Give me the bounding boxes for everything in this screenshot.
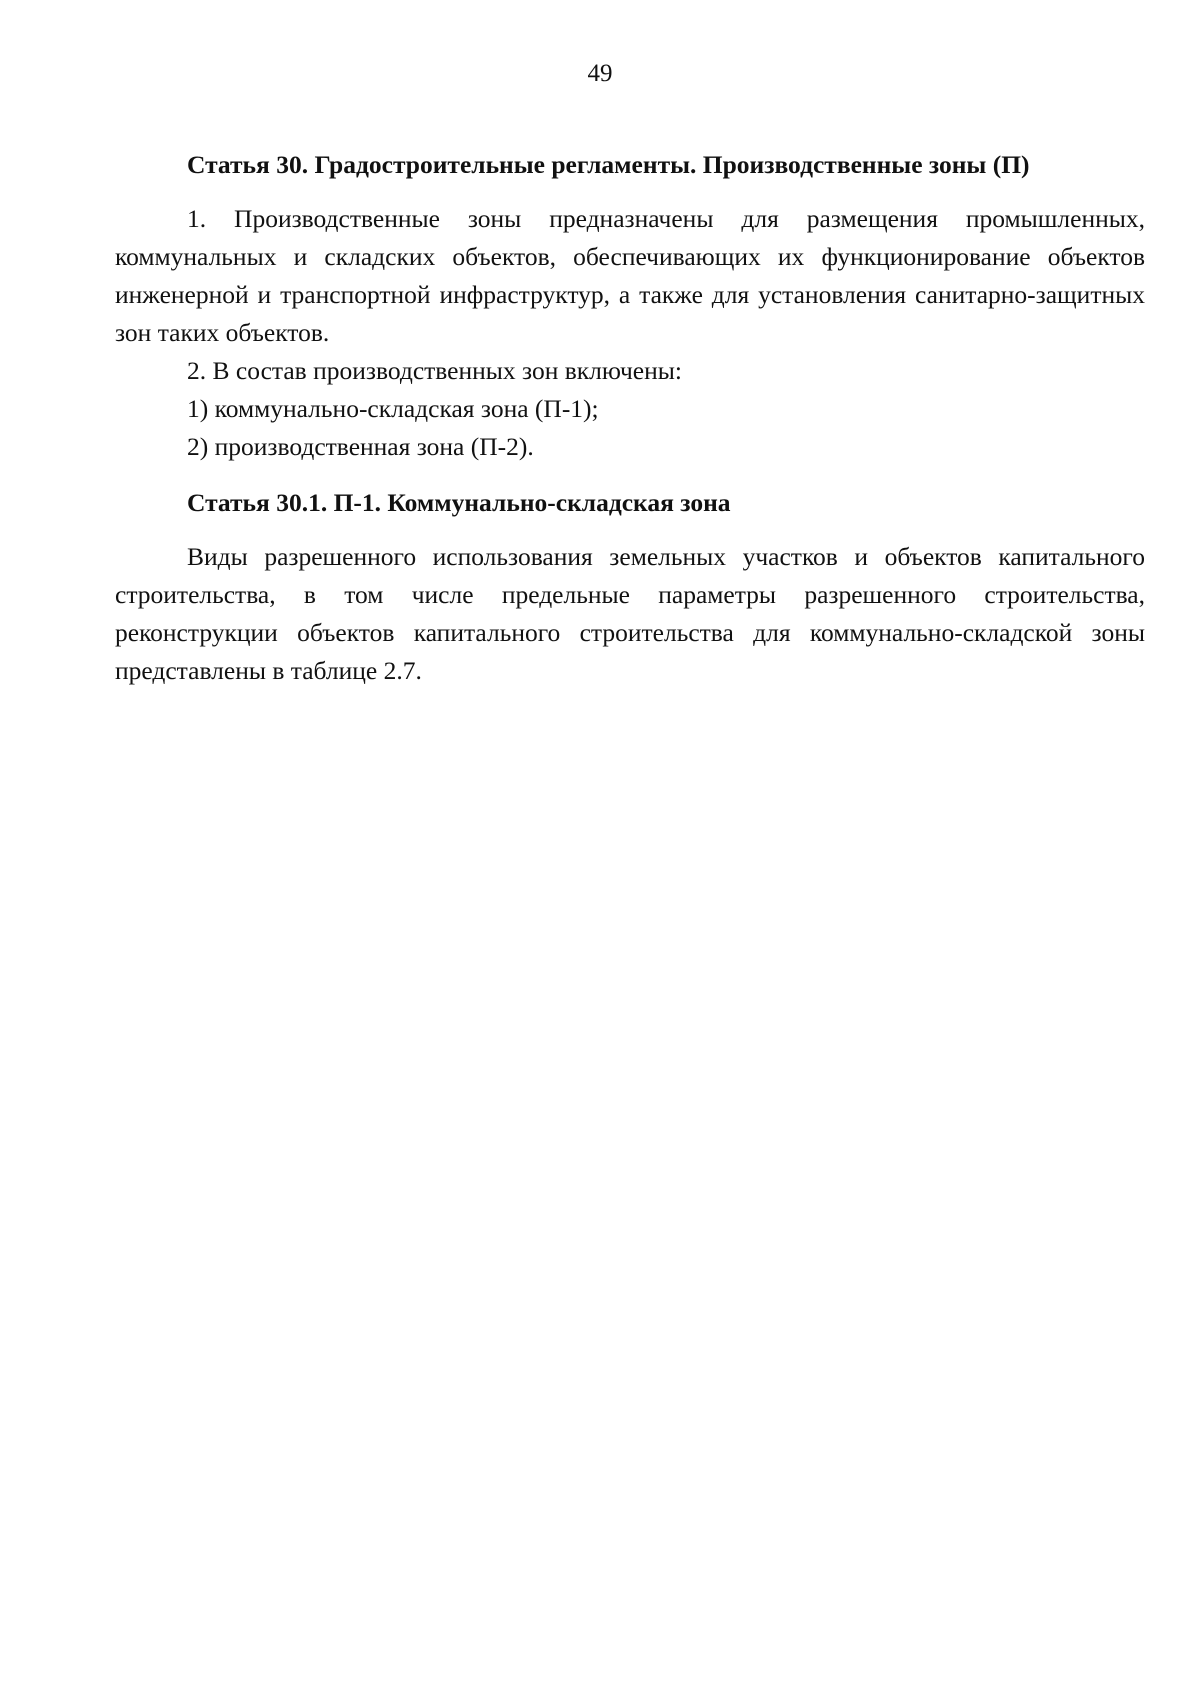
article-30-list-item-1: 1) коммунально-складская зона (П-1);	[187, 394, 599, 423]
article-30-paragraph-1: 1. Производственные зоны предназначены для размещения промышленных, коммунальных и складских объектов, обеспечивающих их функционирование объектов инженерной и транспортной инфраструктур, а также для установления санитарно-защитных зон таких объектов.	[115, 204, 1145, 347]
article-30-1-paragraph: Виды разрешенного использования земельных участков и объектов капитального строительства, в том числе предельные параметры разрешенного строительства, реконструкции объектов капитального строительства для коммунально-складской зоны представлены в таблице 2.7.	[115, 542, 1145, 685]
article-30-1-heading: Статья 30.1. П-1. Коммунально-складская зона	[187, 488, 731, 517]
article-30-list-item-2: 2) производственная зона (П-2).	[187, 432, 534, 461]
article-30-paragraph-2: 2. В состав производственных зон включены:	[187, 356, 682, 385]
article-30-heading: Статья 30. Градостроительные регламенты. Производственные зоны (П)	[187, 150, 1030, 179]
page-content	[115, 146, 1145, 690]
page-number: 49	[587, 60, 613, 87]
